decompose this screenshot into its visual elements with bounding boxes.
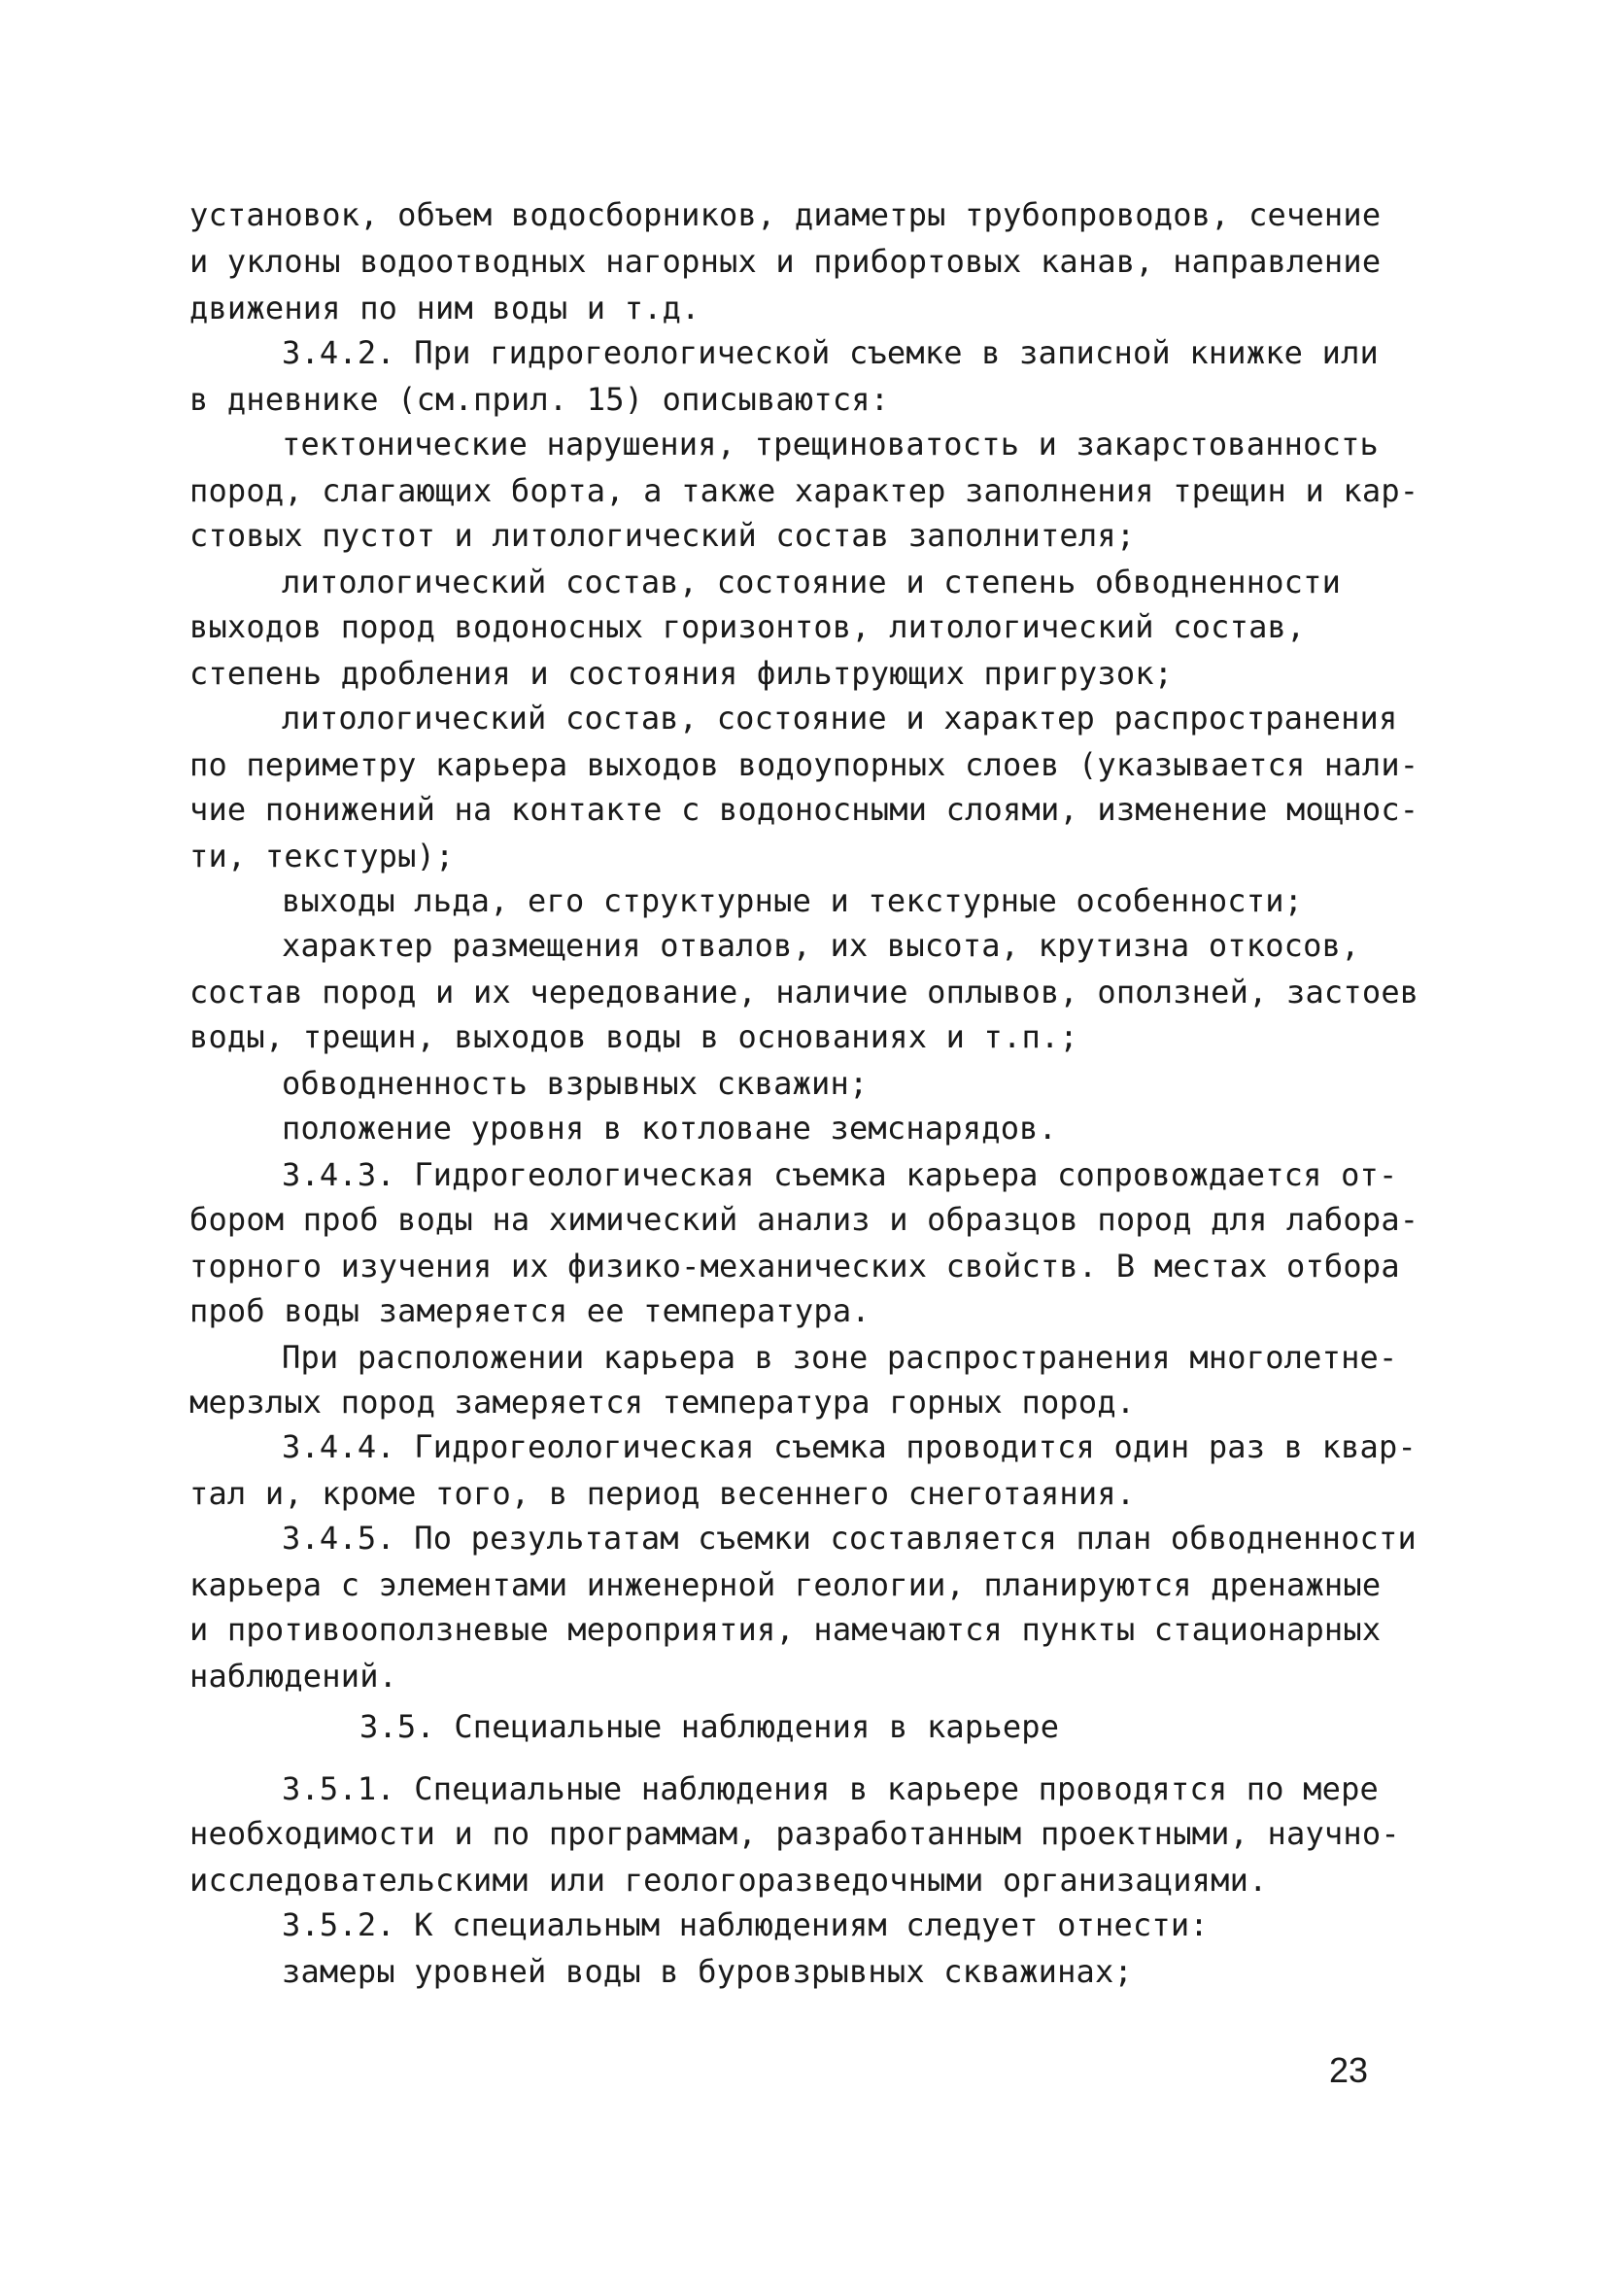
text-line: чие понижений на контакте с водоносными слоями, изменение мощнос- bbox=[189, 791, 1419, 828]
text-line: выходов пород водоносных горизонтов, литологический состав, bbox=[189, 608, 1306, 645]
text-line: замеры уровней воды в буровзрывных скважинах; bbox=[282, 1953, 1133, 1990]
text-line: литологический состав, состояние и степень обводненности bbox=[282, 564, 1342, 600]
text-line: пород, слагающих борта, а также характер заполнения трещин и кар- bbox=[189, 472, 1419, 509]
text-line: движения по ним воды и т.д. bbox=[189, 290, 700, 326]
text-line: 3.4.4. Гидрогеологическая съемка проводится один раз в квар- bbox=[282, 1428, 1417, 1465]
text-line: необходимости и по программам, разработанным проектными, научно- bbox=[189, 1815, 1400, 1852]
text-line: положение уровня в котловане земснарядов. bbox=[282, 1110, 1058, 1147]
text-line: и уклоны водоотводных нагорных и прибортовых канав, направление bbox=[189, 243, 1382, 280]
text-line: и противооползневые мероприятия, намечаются пункты стационарных bbox=[189, 1611, 1382, 1648]
text-line: 3.5.2. К специальным наблюдениям следует отнести: bbox=[282, 1906, 1209, 1943]
text-line: характер размещения отвалов, их высота, крутизна откосов, bbox=[282, 927, 1360, 964]
text-line: При расположении карьера в зоне распространения многолетне- bbox=[282, 1339, 1398, 1376]
text-line: в дневнике (см.прил. 15) описываются: bbox=[189, 381, 890, 418]
section-heading: 3.5. Специальные наблюдения в карьере bbox=[359, 1708, 1060, 1745]
text-line: установок, объем водосборников, диаметры трубопроводов, сечение bbox=[189, 196, 1382, 233]
text-line: 3.4.3. Гидрогеологическая съемка карьера сопровождается от- bbox=[282, 1156, 1398, 1193]
text-line: 3.5.1. Специальные наблюдения в карьере проводятся по мере bbox=[282, 1770, 1380, 1807]
text-line: карьера с элементами инженерной геологии, планируются дренажные bbox=[189, 1566, 1382, 1603]
text-line: обводненность взрывных скважин; bbox=[282, 1065, 869, 1102]
text-line: состав пород и их чередование, наличие оплывов, оползней, застоев bbox=[189, 974, 1419, 1011]
page-number: 23 bbox=[1329, 2050, 1369, 2090]
text-line: тал и, кроме того, в период весеннего снеготаяния. bbox=[189, 1475, 1136, 1512]
text-line: 3.4.5. По результатам съемки составляется план обводненности bbox=[282, 1520, 1417, 1557]
text-line: бором проб воды на химический анализ и образцов пород для лабора- bbox=[189, 1201, 1419, 1238]
text-line: торного изучения их физико-механических свойств. В местах отбора bbox=[189, 1248, 1400, 1285]
text-line: мерзлых пород замеряется температура горных пород. bbox=[189, 1384, 1136, 1421]
text-line: тектонические нарушения, трещиноватость и закарстованность bbox=[282, 426, 1380, 463]
text-line: по периметру карьера выходов водоупорных слоев (указывается нали- bbox=[189, 746, 1419, 783]
text-line: ти, текстуры); bbox=[189, 838, 455, 874]
text-line: выходы льда, его структурные и текстурные особенности; bbox=[282, 882, 1304, 919]
text-line: литологический состав, состояние и характер распространения bbox=[282, 700, 1398, 737]
text-line: исследовательскими или геологоразведочными организациями. bbox=[189, 1862, 1268, 1899]
text-line: степень дробления и состояния фильтрующих пригрузок; bbox=[189, 655, 1174, 692]
text-line: 3.4.2. При гидрогеологической съемке в записной книжке или bbox=[282, 334, 1380, 371]
text-line: наблюдений. bbox=[189, 1658, 398, 1695]
text-line: проб воды замеряется ее температура. bbox=[189, 1292, 871, 1329]
text-line: стовых пустот и литологический состав заполнителя; bbox=[189, 517, 1136, 554]
text-line: воды, трещин, выходов воды в основаниях и т.п.; bbox=[189, 1018, 1078, 1055]
